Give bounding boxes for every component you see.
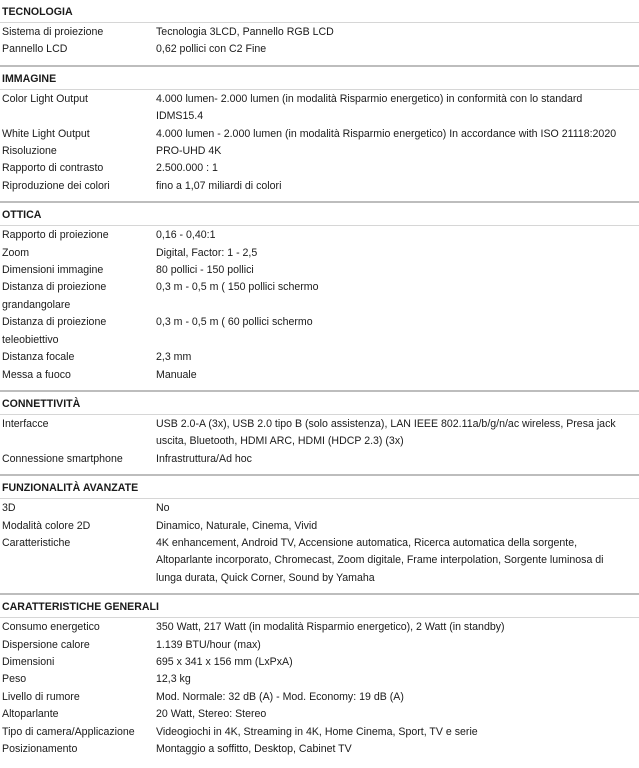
spec-label: Connessione smartphone	[2, 452, 123, 465]
spec-label: Color Light Output	[2, 92, 88, 105]
spec-label: Dimensioni	[2, 655, 55, 668]
spec-value: No	[156, 502, 170, 515]
spec-label: Posizionamento	[2, 743, 78, 755]
spec-row	[0, 41, 639, 58]
section-rows	[0, 227, 639, 384]
spec-label: Dimensioni immagine	[2, 264, 104, 277]
spec-row	[0, 416, 639, 451]
spec-section	[0, 65, 639, 201]
spec-section	[0, 0, 639, 65]
spec-value: 80 pollici - 150 pollici	[156, 264, 254, 277]
spec-value: 12,3 kg	[156, 673, 191, 686]
spec-value: 695 x 341 x 156 mm (LxPxA)	[156, 655, 293, 668]
spec-value: Digital, Factor: 1 - 2,5	[156, 246, 258, 259]
spec-row	[0, 671, 639, 688]
section-title: CARATTERISTICHE GENERALI	[0, 600, 639, 618]
spec-value: 0,3 m - 0,5 m ( 60 pollici schermo	[156, 316, 313, 329]
section-rows	[0, 619, 639, 758]
spec-label: Zoom	[2, 246, 30, 259]
section-title: OTTICA	[0, 208, 639, 226]
spec-label: Tipo di camera/Applicazione	[2, 725, 135, 738]
spec-row	[0, 741, 639, 758]
spec-value: 2.500.000 : 1	[156, 162, 218, 175]
spec-value: 4.000 lumen - 2.000 lumen (in modalità Risparmio energetico) In accordance with ISO 21118:2020	[156, 127, 617, 140]
spec-value: Dinamico, Naturale, Cinema, Vivid	[156, 519, 318, 532]
spec-value: 0,16 - 0,40:1	[156, 229, 216, 242]
spec-value: 2,3 mm	[156, 351, 192, 364]
spec-label: White Light Output	[2, 127, 90, 140]
spec-value: 20 Watt, Stereo: Stereo	[156, 708, 267, 721]
spec-value: Manuale	[156, 368, 197, 381]
spec-row	[0, 262, 639, 279]
spec-value: USB 2.0-A (3x), USB 2.0 tipo B (solo assistenza), LAN IEEE 802.11a/b/g/n/ac wireless, Presa jack uscita, Bluetooth, HDMI ARC, HDMI (HDCP 2.3) (3x)	[156, 417, 616, 448]
spec-label: 3D	[2, 502, 16, 515]
spec-row	[0, 535, 639, 587]
spec-row	[0, 349, 639, 366]
spec-row	[0, 500, 639, 517]
spec-section	[0, 474, 639, 593]
spec-row	[0, 724, 639, 741]
spec-value: Montaggio a soffitto, Desktop, Cabinet TV	[156, 743, 352, 755]
spec-section	[0, 593, 639, 764]
spec-row	[0, 143, 639, 160]
spec-row	[0, 245, 639, 262]
spec-row	[0, 279, 639, 314]
spec-label: Distanza di proiezione grandangolare	[2, 281, 107, 311]
section-title: TECNOLOGIA	[0, 5, 639, 23]
spec-value: 350 Watt, 217 Watt (in modalità Risparmio energetico), 2 Watt (in standby)	[156, 621, 505, 634]
spec-row	[0, 91, 639, 126]
spec-label: Rapporto di proiezione	[2, 229, 109, 242]
spec-row	[0, 689, 639, 706]
spec-row	[0, 654, 639, 671]
section-title: CONNETTIVITÀ	[0, 397, 639, 415]
section-rows	[0, 24, 639, 59]
spec-label: Risoluzione	[2, 145, 57, 158]
spec-label: Rapporto di contrasto	[2, 162, 104, 175]
spec-value: 0,3 m - 0,5 m ( 150 pollici schermo	[156, 281, 319, 294]
spec-row	[0, 619, 639, 636]
spec-row	[0, 126, 639, 143]
spec-value: Tecnologia 3LCD, Pannello RGB LCD	[156, 26, 334, 38]
spec-row	[0, 706, 639, 723]
spec-label: Interfacce	[2, 417, 49, 430]
spec-row	[0, 227, 639, 244]
spec-label: Altoparlante	[2, 708, 59, 721]
section-rows	[0, 416, 639, 468]
spec-row	[0, 367, 639, 384]
spec-label: Dispersione calore	[2, 638, 90, 651]
spec-label: Modalità colore 2D	[2, 519, 91, 532]
spec-label: Caratteristiche	[2, 536, 71, 549]
spec-value: 0,62 pollici con C2 Fine	[156, 43, 267, 56]
spec-label: Riproduzione dei colori	[2, 179, 110, 192]
section-title: IMMAGINE	[0, 72, 639, 90]
spec-label: Distanza focale	[2, 351, 75, 364]
spec-row	[0, 178, 639, 195]
spec-row	[0, 160, 639, 177]
spec-value: Infrastruttura/Ad hoc	[156, 452, 252, 465]
spec-row	[0, 451, 639, 468]
spec-label: Sistema di proiezione	[2, 26, 104, 38]
section-rows	[0, 91, 639, 195]
spec-row	[0, 314, 639, 349]
spec-value: PRO-UHD 4K	[156, 145, 222, 158]
section-title: FUNZIONALITÀ AVANZATE	[0, 481, 639, 499]
spec-row	[0, 24, 639, 41]
spec-value: 4K enhancement, Android TV, Accensione automatica, Ricerca automatica della sorgente, Altoparlante incorporato, Chromecast, Zoom digitale, Frame interpolation, Sorgente luminosa di lunga durata, Quick Corner, Sound by Yamaha	[156, 536, 604, 584]
spec-value: Mod. Normale: 32 dB (A) - Mod. Economy: 19 dB (A)	[156, 690, 404, 703]
spec-value: Videogiochi in 4K, Streaming in 4K, Home Cinema, Sport, TV e serie	[156, 725, 478, 738]
spec-section	[0, 201, 639, 390]
spec-value: 4.000 lumen- 2.000 lumen (in modalità Risparmio energetico) in conformità con lo standard IDMS15.4	[156, 92, 583, 123]
spec-label: Livello di rumore	[2, 690, 80, 703]
spec-section	[0, 390, 639, 474]
spec-value: fino a 1,07 miliardi di colori	[156, 179, 282, 192]
spec-row	[0, 518, 639, 535]
spec-value: 1.139 BTU/hour (max)	[156, 638, 261, 651]
spec-label: Peso	[2, 673, 27, 686]
spec-label: Distanza di proiezione teleobiettivo	[2, 316, 107, 346]
spec-label: Messa a fuoco	[2, 368, 71, 381]
spec-row	[0, 637, 639, 654]
section-rows	[0, 500, 639, 587]
spec-label: Pannello LCD	[2, 43, 68, 56]
spec-label: Consumo energetico	[2, 621, 100, 634]
